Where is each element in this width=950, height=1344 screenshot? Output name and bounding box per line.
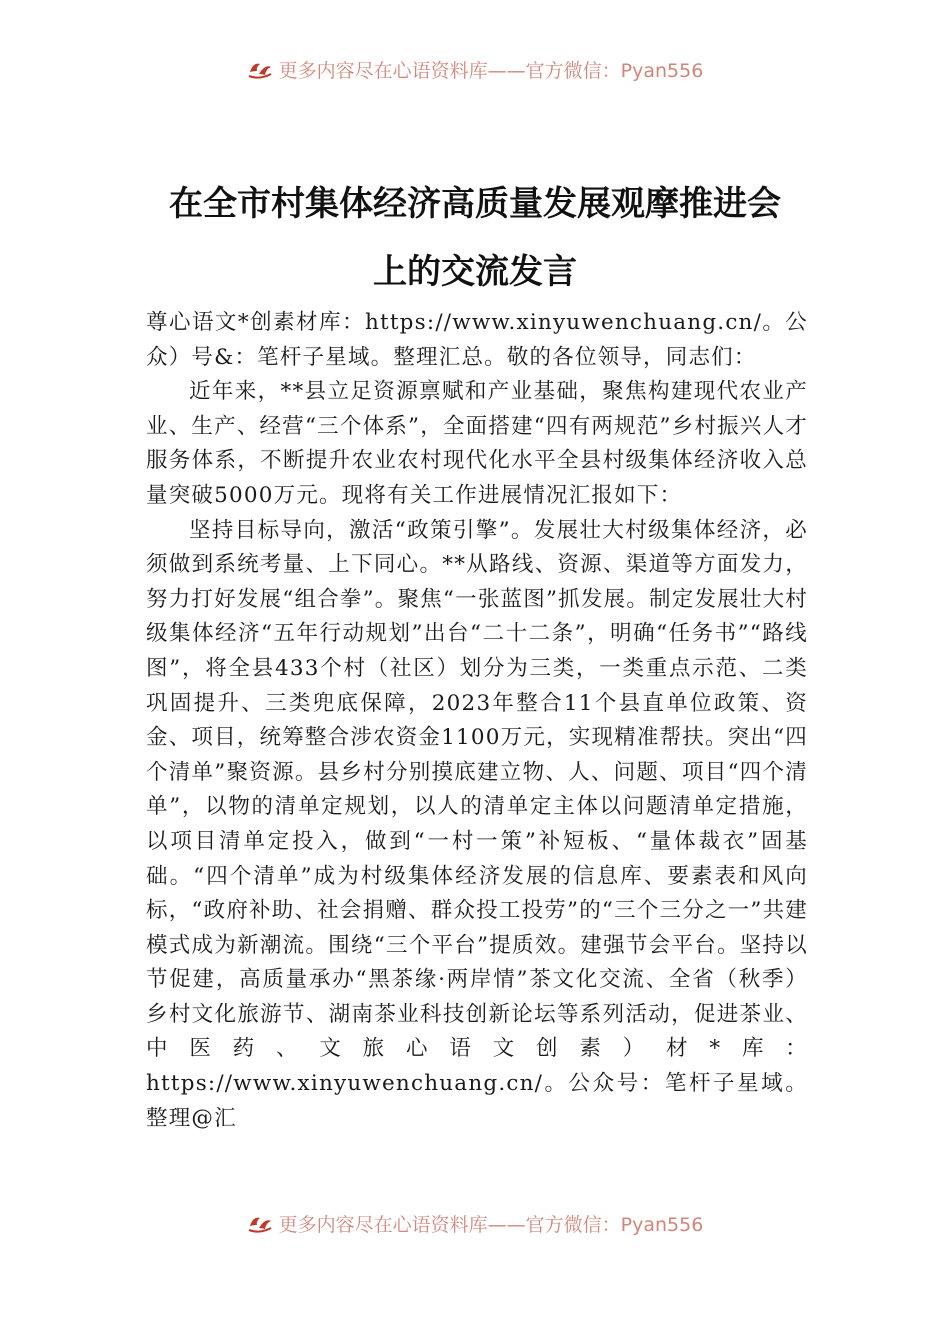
paragraph-greeting: 尊心语文*创素材库：https://www.xinyuwenchuang.cn/。公众）号&：笔杆子星域。整理汇总。敬的各位领导，同志们： <box>146 310 808 370</box>
paragraph-intro: 近年来，**县立足资源禀赋和产业基础，聚焦构建现代农业产业、生产、经营“三个体系”，全面搭建“四有两规范”乡村振兴人才服务体系，不断提升农业农村现代化水平全县村级集体经济收入总量突破5000万元。现将有关工作进展情况汇报如下： <box>146 379 808 508</box>
header-watermark-banner <box>0 54 950 84</box>
footer-watermark-text: 更多内容尽在心语资料库——官方微信：Pyan556 <box>278 1213 704 1236</box>
brand-logo-icon <box>247 1212 273 1234</box>
brand-logo-icon <box>247 58 273 80</box>
document-body <box>146 306 808 1136</box>
document-title-line-2: 上的交流发言 <box>373 252 577 292</box>
document-title-line-1: 在全市村集体经济高质量发展观摩推进会 <box>169 184 781 224</box>
paragraph-policy: 坚持目标导向，激活“政策引擎”。发展壮大村级集体经济，必须做到系统考量、上下同心。**从路线、资源、渠道等方面发力，努力打好发展“组合拳”。聚焦“一张蓝图”抓发展。制定发展壮大村级集体经济“五年行动规划”出台“二十二条”，明确“任务书”“路线图”，将全县433个村（社区）划分为三类，一类重点示范、二类巩固提升、三类兜底保障，2023年整合11个县直单位政策、资金、项目，统筹整合涉农资金1100万元，实现精准帮扶。突出“四个清单”聚资源。县乡村分别摸底建立物、人、问题、项目“四个清单”，以物的清单定规划，以人的清单定主体以问题清单定措施，以项目清单定投入，做到“一村一策”补短板、“量体裁衣”固基础。“四个清单”成为村级集体经济发展的信息库、要素表和风向标，“政府补助、社会捐赠、群众投工投劳”的“三个三分之一”共建模式成为新潮流。围绕“三个平台”提质效。建强节会平台。坚持以节促建，高质量承办“黑茶缘·两岸情”茶文化交流、全省（秋季）乡村文化旅游节、湖南茶业科技创新论坛等系列活动，促进茶业、中医药、文旅心语文创素）材*库：https://www.xinyuwenchuang.cn/。公众号：笔杆子星域。整理@汇 <box>146 517 808 1131</box>
footer-watermark-banner <box>0 1208 950 1238</box>
header-watermark-text: 更多内容尽在心语资料库——官方微信：Pyan556 <box>278 59 704 82</box>
